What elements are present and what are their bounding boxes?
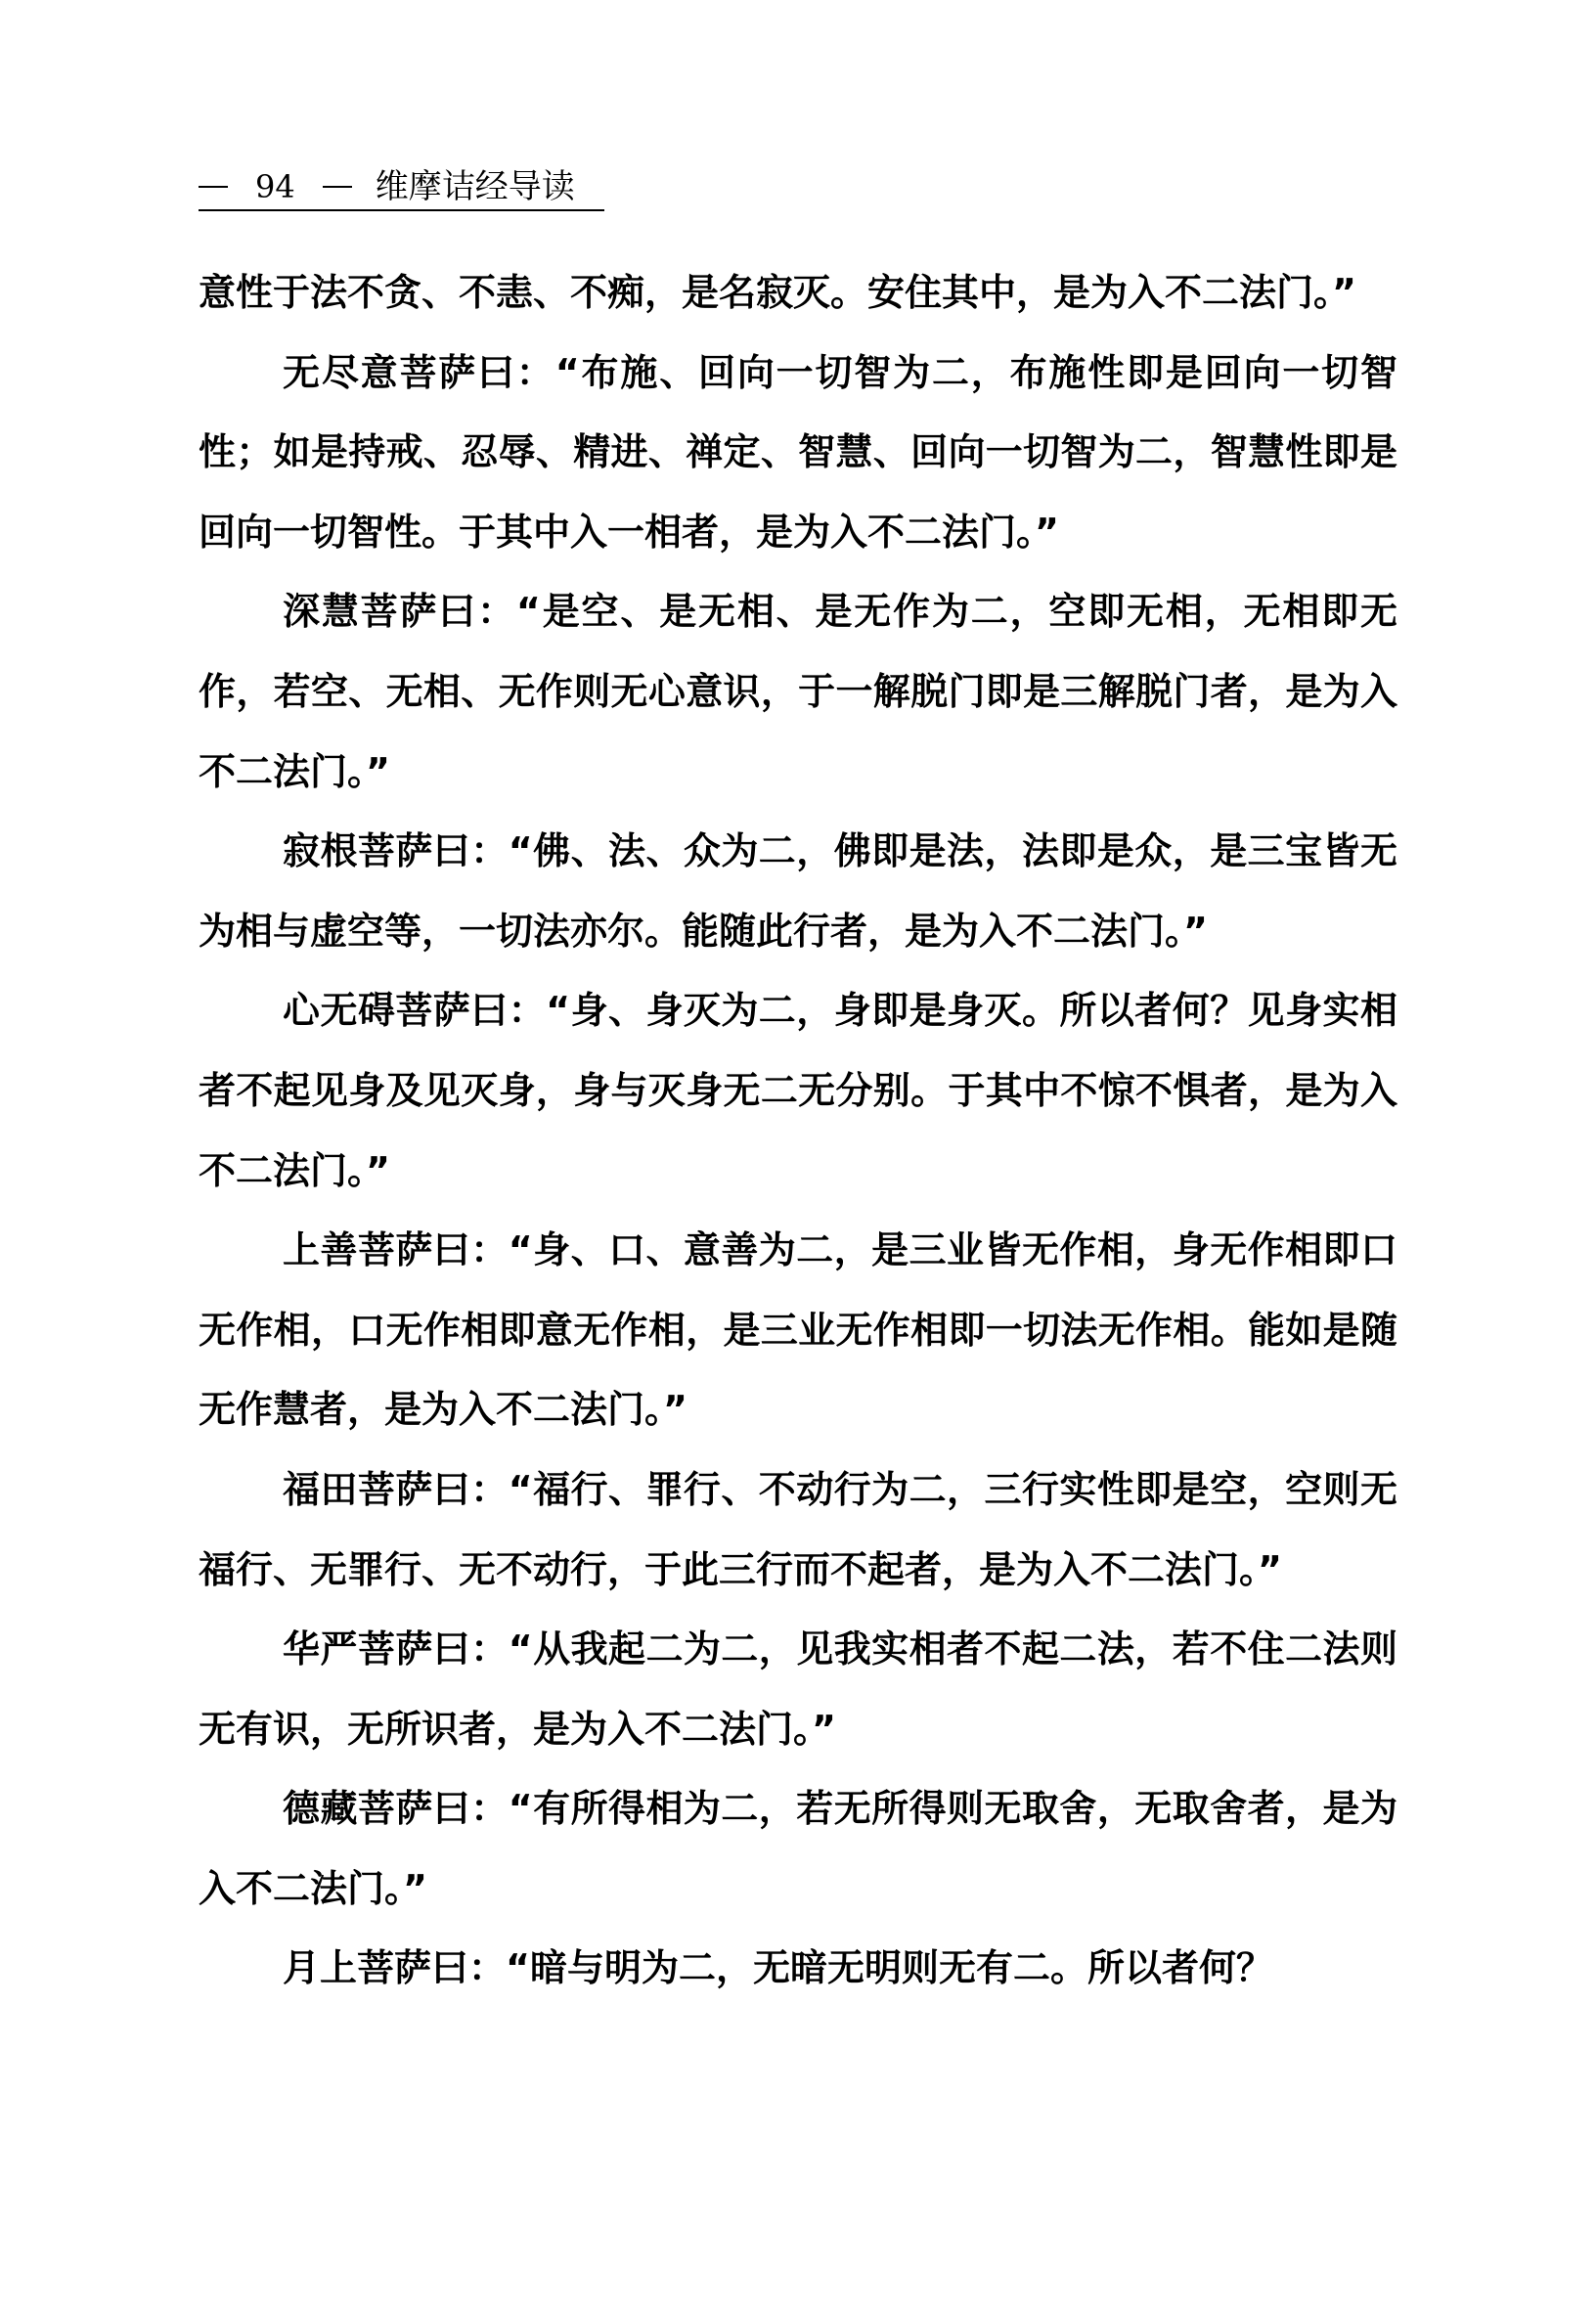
paragraph-5: 心无碍菩萨曰：“身、身灭为二，身即是身灭。所以者何？见身实相者不起见身及见灭身，身与灭身无二无分别。于其中不惊不惧者，是为入不二法门。” — [199, 989, 1397, 1192]
paragraph-7: 福田菩萨曰：“福行、罪行、不动行为二，三行实性即是空，空则无福行、无罪行、无不动行，于此三行而不起者，是为入不二法门。” — [199, 1467, 1397, 1591]
paragraph-9: 德藏菩萨曰：“有所得相为二，若无所得则无取舍，无取舍者，是为入不二法门。” — [199, 1787, 1397, 1910]
page-number: 94 — [255, 168, 295, 205]
paragraph-2: 无尽意菩萨曰：“布施、回向一切智为二，布施性即是回向一切智性；如是持戒、忍辱、精进、禅定、智慧、回向一切智为二，智慧性即是回向一切智性。于其中入一相者，是为入不二法门。” — [199, 350, 1397, 554]
paragraph-8: 华严菩萨曰：“从我起二为二，见我实相者不起二法，若不住二法则无有识，无所识者，是为入不二法门。” — [199, 1627, 1397, 1751]
paragraph-1: 意性于法不贪、不恚、不痴，是名寂灭。安住其中，是为入不二法门。” — [199, 271, 1356, 314]
header-dash-right — [323, 186, 352, 188]
paragraph-10: 月上菩萨曰：“暗与明为二，无暗无明则无有二。所以者何？ — [283, 1946, 1273, 1990]
running-header — [199, 164, 575, 209]
header-underline — [199, 209, 604, 211]
paragraph-3: 深慧菩萨曰：“是空、是无相、是无作为二，空即无相，无相即无作，若空、无相、无作则无心意识，于一解脱门即是三解脱门者，是为入不二法门。” — [199, 590, 1397, 793]
header-dash-left — [199, 186, 228, 188]
paragraph-6: 上善菩萨曰：“身、口、意善为二，是三业皆无作相，身无作相即口无作相，口无作相即意无作相，是三业无作相即一切法无作相。能如是随无作慧者，是为入不二法门。” — [199, 1228, 1397, 1432]
book-title: 维摩诘经导读 — [375, 167, 575, 206]
body-text — [199, 253, 1397, 2009]
paragraph-4: 寂根菩萨曰：“佛、法、众为二，佛即是法，法即是众，是三宝皆无为相与虚空等，一切法亦尔。能随此行者，是为入不二法门。” — [199, 829, 1397, 953]
